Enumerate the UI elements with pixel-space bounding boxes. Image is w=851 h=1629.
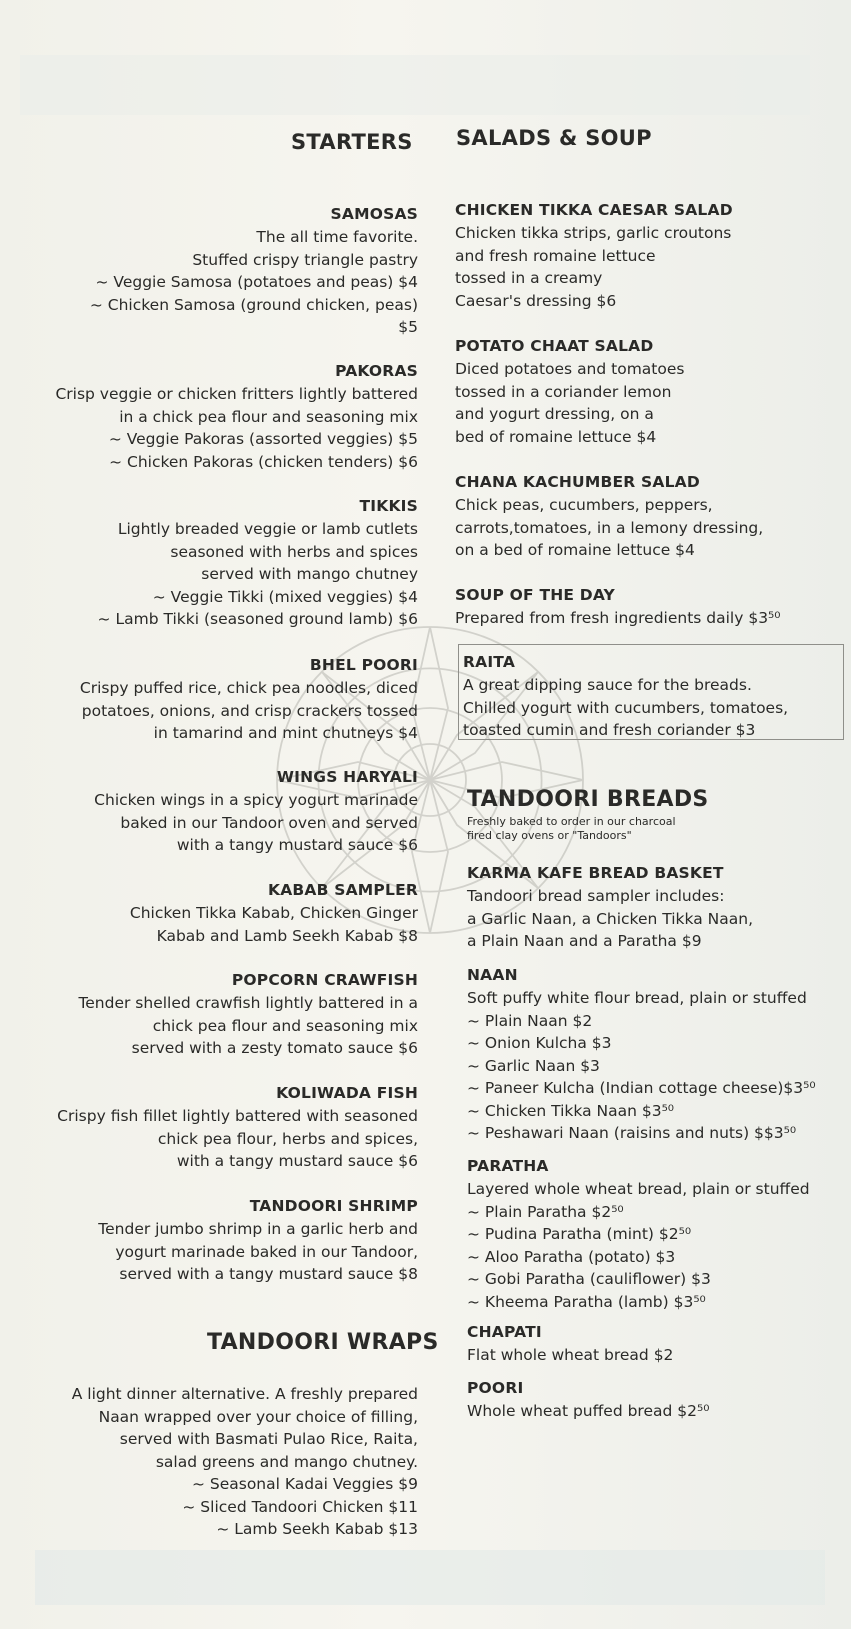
item-description: Prepared from fresh ingredients daily $3⁵⁰: [455, 609, 781, 627]
item-description: Crispy fish fillet lightly battered with seasoned chick pea flour, herbs and spices, with a tangy mustard sauce $6: [57, 1107, 418, 1170]
item-title: PARATHA: [467, 1157, 549, 1175]
item-description: Tender shelled crawfish lightly battered in a chick pea flour and seasoning mix served with a zesty tomato sauce $6: [78, 994, 418, 1057]
item-title: POPCORN CRAWFISH: [231, 971, 418, 989]
item-title: PAKORAS: [335, 362, 418, 380]
tandoori-wraps-description: [40, 1383, 418, 1541]
menu-item-soup-of-the-day: [455, 585, 835, 630]
menu-item-chana-kachumber-salad: [455, 472, 835, 562]
item-title: TANDOORI SHRIMP: [249, 1197, 418, 1215]
item-description: Chick peas, cucumbers, peppers, carrots,tomatoes, in a lemony dressing, on a bed of romaine lettuce $4: [455, 496, 764, 559]
item-description: Chicken wings in a spicy yogurt marinade baked in our Tandoor oven and served with a tangy mustard sauce $6: [94, 791, 418, 854]
item-description: Soft puffy white flour bread, plain or stuffed ~ Plain Naan $2 ~ Onion Kulcha $3 ~ Garlic Naan $3 ~ Paneer Kulcha (Indian cottage cheese)$3⁵⁰ ~ Chicken Tikka Naan $3⁵⁰ ~ Peshawari Naan (raisins and nuts) $$3⁵⁰: [467, 989, 816, 1142]
menu-item-raita: [463, 652, 843, 742]
item-description: Crisp veggie or chicken fritters lightly battered in a chick pea flour and seasoning mix ~ Veggie Pakoras (assorted veggies) $5 ~ Chicken Pakoras (chicken tenders) $6: [55, 385, 418, 471]
item-description: A great dipping sauce for the breads. Chilled yogurt with cucumbers, tomatoes, toasted cumin and fresh coriander $3: [463, 676, 789, 739]
item-description: Flat whole wheat bread $2: [467, 1346, 674, 1364]
item-title: KOLIWADA FISH: [276, 1084, 418, 1102]
item-title: CHANA KACHUMBER SALAD: [455, 473, 700, 491]
background-footer-band: [35, 1550, 825, 1605]
item-description: Layered whole wheat bread, plain or stuffed ~ Plain Paratha $2⁵⁰ ~ Pudina Paratha (mint) $2⁵⁰ ~ Aloo Paratha (potato) $3 ~ Gobi Paratha (cauliflower) $3 ~ Kheema Paratha (lamb) $3⁵⁰: [467, 1180, 810, 1311]
item-title: KARMA KAFE BREAD BASKET: [467, 864, 724, 882]
item-title: POTATO CHAAT SALAD: [455, 337, 654, 355]
tandoori-breads-subtitle: Freshly baked to order in our charcoal fired clay ovens or "Tandoors": [467, 815, 676, 842]
item-description: Crispy puffed rice, chick pea noodles, diced potatoes, onions, and crisp crackers tossed in tamarind and mint chutneys $4: [79, 679, 418, 742]
menu-item-samosas: [40, 204, 418, 339]
menu-item-chapati: [467, 1322, 847, 1367]
item-title: NAAN: [467, 966, 518, 984]
menu-item-popcorn-crawfish: [40, 970, 418, 1060]
menu-item-potato-chaat-salad: [455, 336, 835, 448]
menu-item-bread-basket: [467, 863, 847, 953]
item-description: Lightly breaded veggie or lamb cutlets seasoned with herbs and spices served with mango chutney ~ Veggie Tikki (mixed veggies) $4 ~ Lamb Tikki (seasoned ground lamb) $6: [97, 520, 418, 628]
item-description: Whole wheat puffed bread $2⁵⁰: [467, 1402, 710, 1420]
menu-item-poori: [467, 1378, 847, 1423]
starters-heading: STARTERS: [291, 130, 413, 154]
menu-item-kabab-sampler: [40, 880, 418, 947]
menu-item-tikkis: [40, 496, 418, 631]
item-title: CHAPATI: [467, 1323, 542, 1341]
item-title: WINGS HARYALI: [276, 768, 418, 786]
item-title: KABAB SAMPLER: [268, 881, 418, 899]
salads-soup-heading: SALADS & SOUP: [456, 126, 652, 150]
item-title: TIKKIS: [359, 497, 418, 515]
item-title: SOUP OF THE DAY: [455, 586, 615, 604]
menu-item-bhel-poori: [40, 655, 418, 745]
menu-item-pakoras: [40, 361, 418, 473]
item-title: SAMOSAS: [330, 205, 418, 223]
menu-item-paratha: [467, 1156, 847, 1313]
tandoori-wraps-heading: TANDOORI WRAPS: [207, 1330, 439, 1355]
item-description: Diced potatoes and tomatoes tossed in a coriander lemon and yogurt dressing, on a bed of romaine lettuce $4: [455, 360, 685, 446]
item-description: The all time favorite. Stuffed crispy triangle pastry ~ Veggie Samosa (potatoes and peas) $4 ~ Chicken Samosa (ground chicken, peas) $5: [89, 228, 418, 336]
item-description: Tandoori bread sampler includes: a Garlic Naan, a Chicken Tikka Naan, a Plain Naan and a Paratha $9: [467, 887, 753, 950]
menu-item-wings-haryali: [40, 767, 418, 857]
menu-item-tandoori-shrimp: [40, 1196, 418, 1286]
menu-item-chicken-tikka-caesar-salad: [455, 200, 835, 312]
item-description: Chicken Tikka Kabab, Chicken Ginger Kabab and Lamb Seekh Kabab $8: [129, 904, 418, 945]
item-title: BHEL POORI: [309, 656, 418, 674]
item-description: Chicken tikka strips, garlic croutons and fresh romaine lettuce tossed in a creamy Caesar's dressing $6: [455, 224, 732, 310]
item-description: A light dinner alternative. A freshly prepared Naan wrapped over your choice of filling, served with Basmati Pulao Rice, Raita, salad greens and mango chutney. ~ Seasonal Kadai Veggies $9 ~ Sliced Tandoori Chicken $11 ~ Lamb Seekh Kabab $13: [71, 1385, 418, 1538]
tandoori-breads-heading: TANDOORI BREADS: [467, 787, 709, 812]
item-title: CHICKEN TIKKA CAESAR SALAD: [455, 201, 733, 219]
item-title: RAITA: [463, 653, 516, 671]
item-title: POORI: [467, 1379, 524, 1397]
menu-item-naan: [467, 965, 847, 1145]
background-band: [20, 55, 810, 115]
item-description: Tender jumbo shrimp in a garlic herb and yogurt marinade baked in our Tandoor, served with a tangy mustard sauce $8: [98, 1220, 418, 1283]
menu-item-koliwada-fish: [40, 1083, 418, 1173]
